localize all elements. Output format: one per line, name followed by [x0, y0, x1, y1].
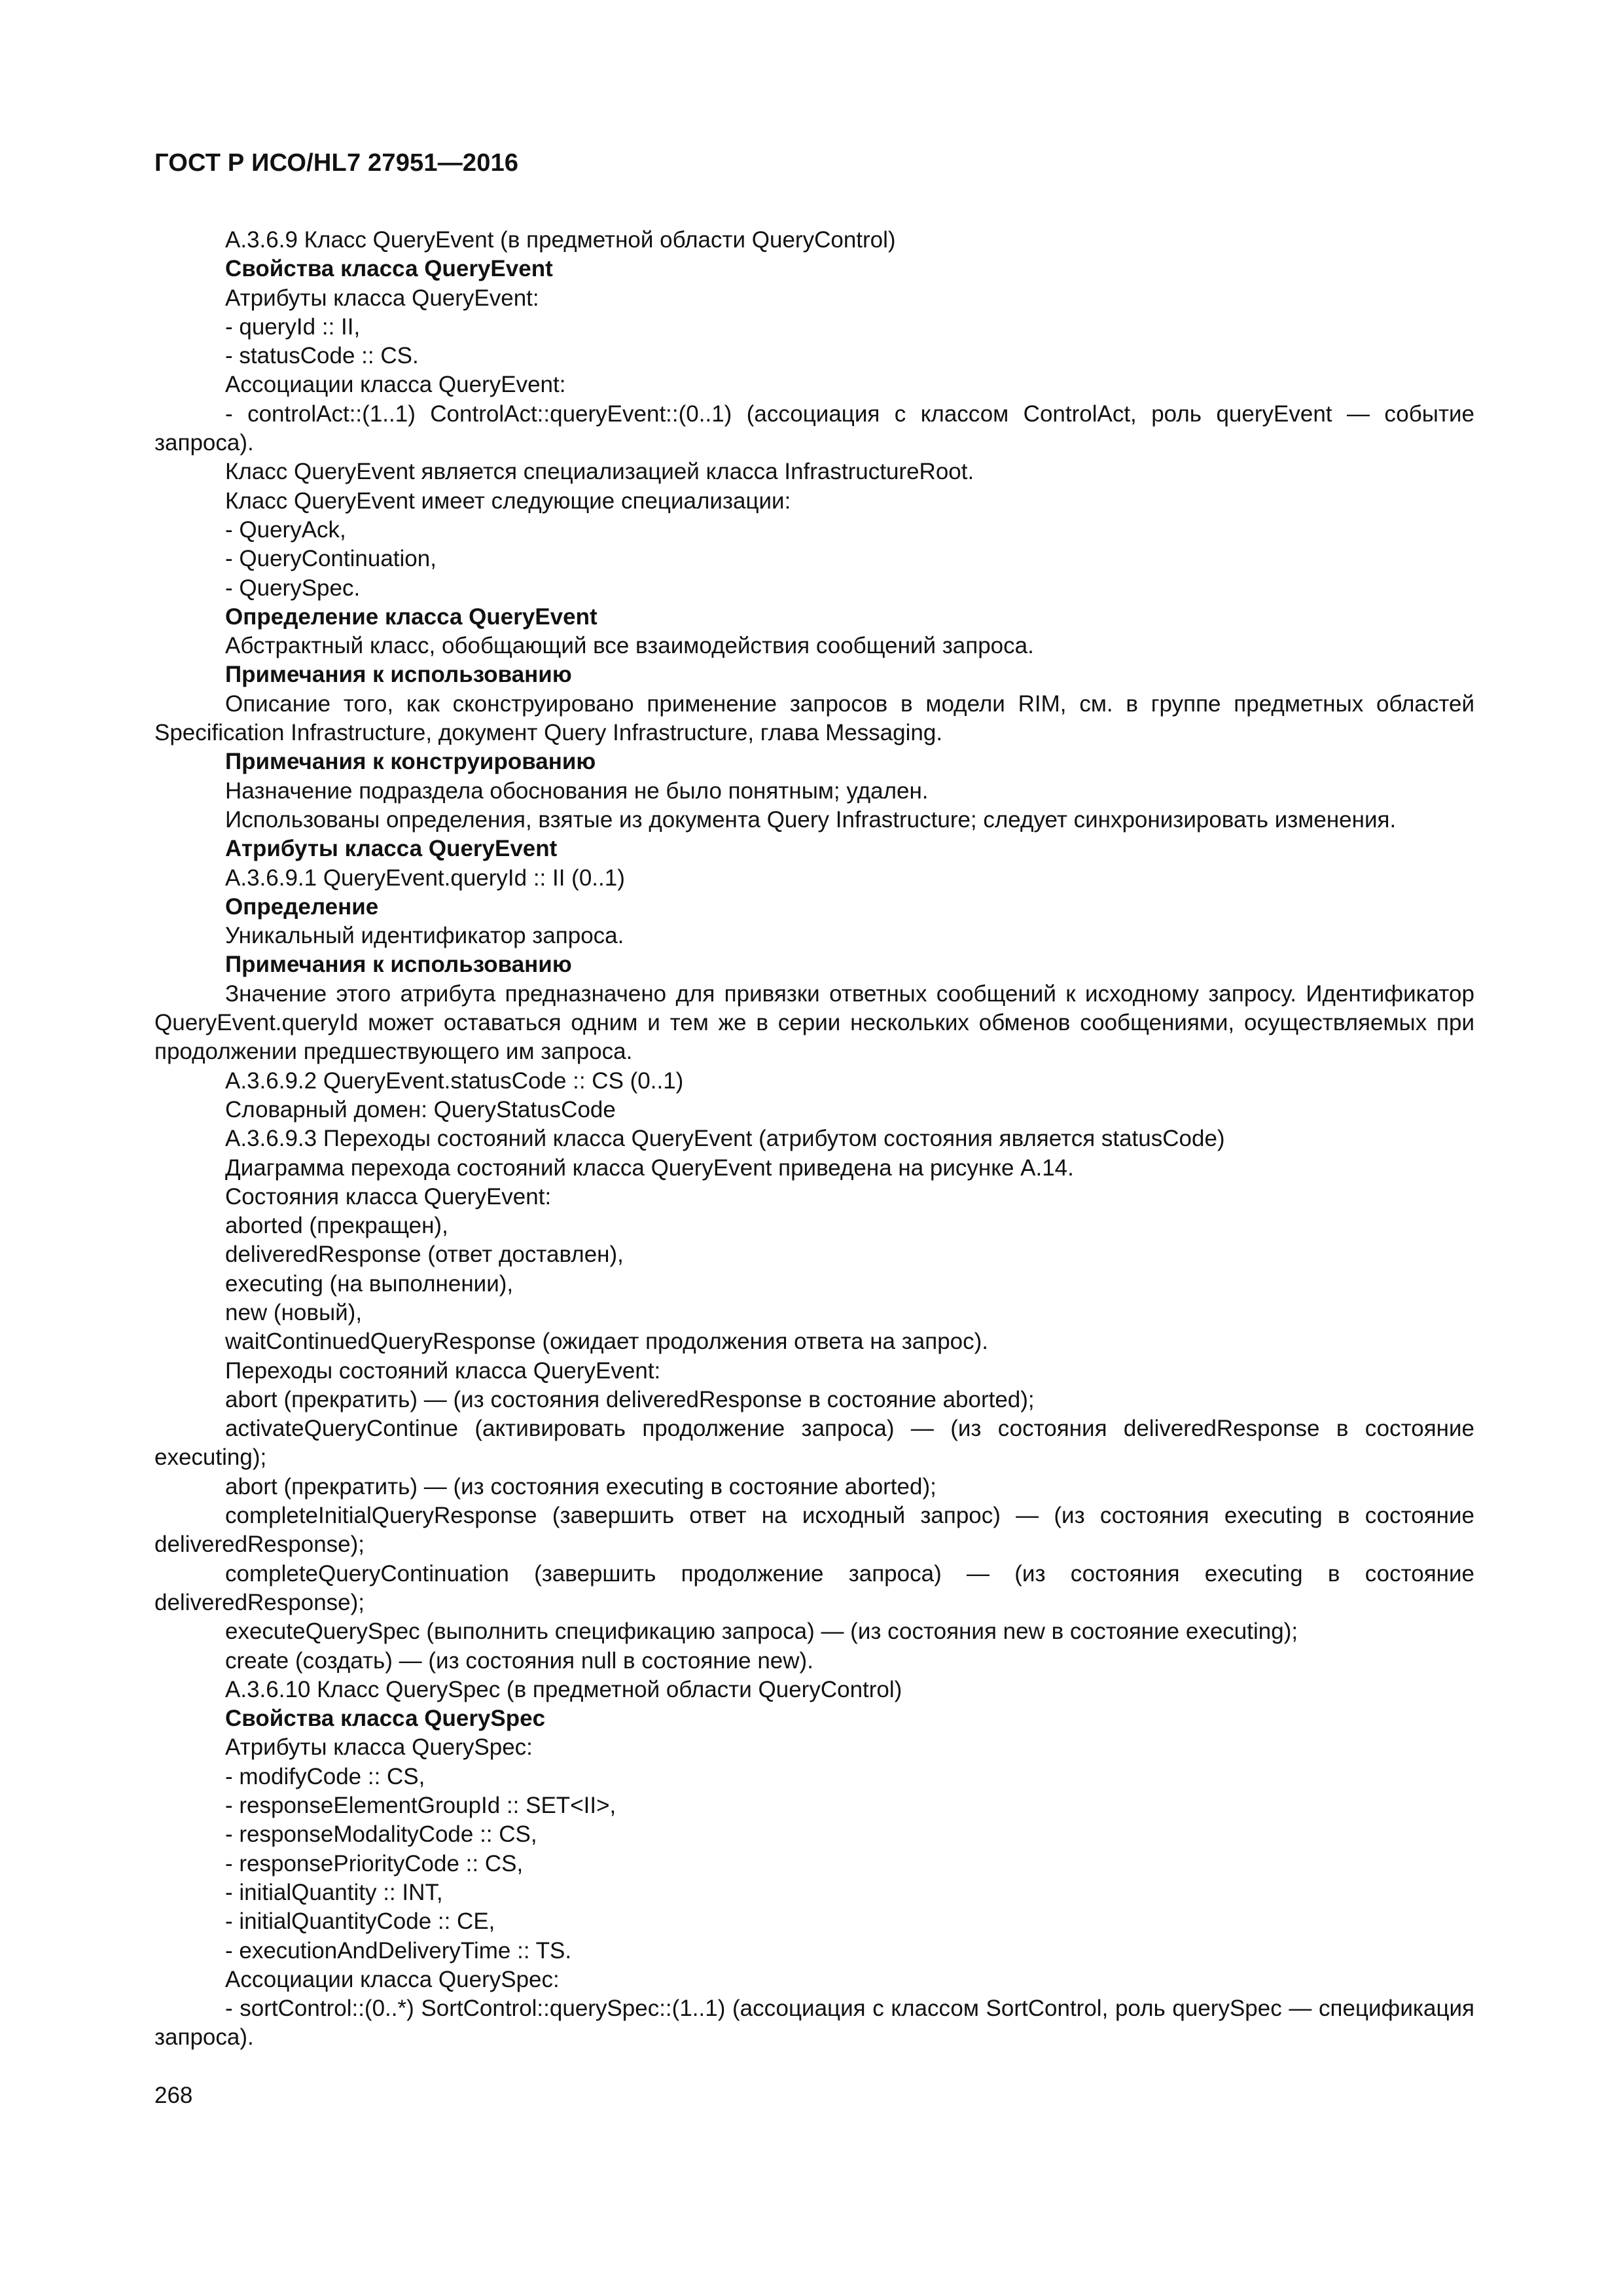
section-heading: Определение класса QueryEvent — [225, 603, 597, 630]
section-heading: Свойства класса QuerySpec — [225, 1706, 546, 1732]
body-paragraph: Абстрактный класс, обобщающий все взаимодействия сообщений запроса. — [225, 633, 1034, 659]
section-heading: Примечания к использованию — [225, 952, 572, 978]
body-paragraph: Ассоциации класса QueryEvent: — [225, 372, 566, 398]
body-paragraph: executing (на выполнении), — [225, 1270, 514, 1297]
body-paragraph: completeQueryContinuation (завершить продолжение запроса) — (из состояния executing в состояние deliveredResponse); — [154, 1560, 1474, 1615]
body-paragraph: new (новый), — [225, 1299, 363, 1325]
section-heading: Примечания к использованию — [225, 662, 572, 688]
body-paragraph: - executionAndDeliveryTime :: TS. — [225, 1937, 572, 1964]
body-paragraph: - responseModalityCode :: CS, — [225, 1821, 537, 1848]
body-paragraph: Состояния класса QueryEvent: — [225, 1183, 552, 1210]
body-paragraph: - controlAct::(1..1) ControlAct::queryEvent::(0..1) (ассоциация с классом ControlAct, роль queryEvent — событие запроса). — [154, 401, 1474, 456]
section-heading: Примечания к конструированию — [225, 749, 596, 775]
section-heading: Атрибуты класса QueryEvent — [225, 836, 558, 862]
body-paragraph: - statusCode :: CS. — [225, 343, 419, 369]
document-body — [154, 226, 1474, 2053]
body-paragraph: Класс QueryEvent является специализацией класса InfrastructureRoot. — [225, 459, 974, 485]
body-paragraph: Уникальный идентификатор запроса. — [225, 923, 624, 949]
body-paragraph: Значение этого атрибута предназначено для привязки ответных сообщений к исходному запросу. Идентификатор QueryEvent.queryId может оставаться одним и тем же в серии нескольких обменов сообщениями, осуществляемых при продолжении предшествующего им запроса. — [154, 980, 1474, 1065]
body-paragraph: abort (прекратить) — (из состояния deliveredResponse в состояние aborted); — [225, 1386, 1035, 1412]
body-paragraph: Атрибуты класса QuerySpec: — [225, 1734, 533, 1761]
body-paragraph: - QuerySpec. — [225, 575, 361, 601]
body-paragraph: completeInitialQueryResponse (завершить ответ на исходный запрос) — (из состояния executing в состояние deliveredResponse); — [154, 1503, 1474, 1558]
page-number: 268 — [154, 2083, 193, 2108]
body-paragraph: waitContinuedQueryResponse (ожидает продолжения ответа на запрос). — [225, 1329, 989, 1355]
body-paragraph: - sortControl::(0..*) SortControl::querySpec::(1..1) (ассоциация с классом SortControl, роль querySpec — спецификация запроса). — [154, 1996, 1474, 2051]
body-paragraph: А.3.6.9.1 QueryEvent.queryId :: II (0..1) — [225, 865, 625, 891]
body-paragraph: А.3.6.9.2 QueryEvent.statusCode :: CS (0..1) — [225, 1067, 684, 1094]
section-heading: Определение — [225, 893, 379, 920]
body-paragraph: Атрибуты класса QueryEvent: — [225, 285, 539, 311]
document-header: ГОСТ Р ИСО/HL7 27951—2016 — [154, 149, 519, 177]
body-paragraph: А.3.6.9 Класс QueryEvent (в предметной области QueryControl) — [225, 227, 896, 253]
section-heading: Свойства класса QueryEvent — [225, 256, 553, 282]
body-paragraph: - initialQuantityCode :: CE, — [225, 1909, 495, 1935]
body-paragraph: Словарный домен: QueryStatusCode — [225, 1096, 616, 1122]
body-paragraph: - initialQuantity :: INT, — [225, 1879, 443, 1905]
body-paragraph: - responseElementGroupId :: SET<II>, — [225, 1793, 616, 1819]
body-paragraph: Ассоциации класса QuerySpec: — [225, 1966, 560, 1992]
body-paragraph: abort (прекратить) — (из состояния executing в состояние aborted); — [225, 1473, 936, 1499]
body-paragraph: А.3.6.10 Класс QuerySpec (в предметной области QueryControl) — [225, 1676, 902, 1702]
body-paragraph: - queryId :: II, — [225, 314, 361, 340]
body-paragraph: executeQuerySpec (выполнить спецификацию запроса) — (из состояния new в состояние executing); — [225, 1619, 1298, 1645]
body-paragraph: Диаграмма перехода состояний класса QueryEvent приведена на рисунке А.14. — [225, 1155, 1074, 1181]
body-paragraph: А.3.6.9.3 Переходы состояний класса QueryEvent (атрибутом состояния является statusCode) — [225, 1126, 1225, 1152]
body-paragraph: - QueryAck, — [225, 516, 346, 543]
body-paragraph: activateQueryContinue (активировать продолжение запроса) — (из состояния deliveredResponse в состояние executing); — [154, 1416, 1474, 1471]
body-paragraph: Класс QueryEvent имеет следующие специализации: — [225, 488, 791, 514]
body-paragraph: aborted (прекращен), — [225, 1213, 448, 1239]
body-paragraph: - QueryContinuation, — [225, 546, 437, 572]
body-paragraph: - modifyCode :: CS, — [225, 1763, 425, 1789]
body-paragraph: Назначение подраздела обоснования не было понятным; удален. — [225, 778, 929, 804]
body-paragraph: create (создать) — (из состояния null в состояние new). — [225, 1647, 813, 1674]
body-paragraph: - responsePriorityCode :: CS, — [225, 1850, 524, 1876]
body-paragraph: Описание того, как сконструировано применение запросов в модели RIM, см. в группе предметных областей Specification Infrastructure, документ Query Infrastructure, глава Messaging. — [154, 691, 1474, 746]
body-paragraph: Использованы определения, взятые из документа Query Infrastructure; следует синхронизировать изменения. — [225, 806, 1397, 833]
body-paragraph: deliveredResponse (ответ доставлен), — [225, 1242, 624, 1268]
body-paragraph: Переходы состояний класса QueryEvent: — [225, 1357, 661, 1384]
